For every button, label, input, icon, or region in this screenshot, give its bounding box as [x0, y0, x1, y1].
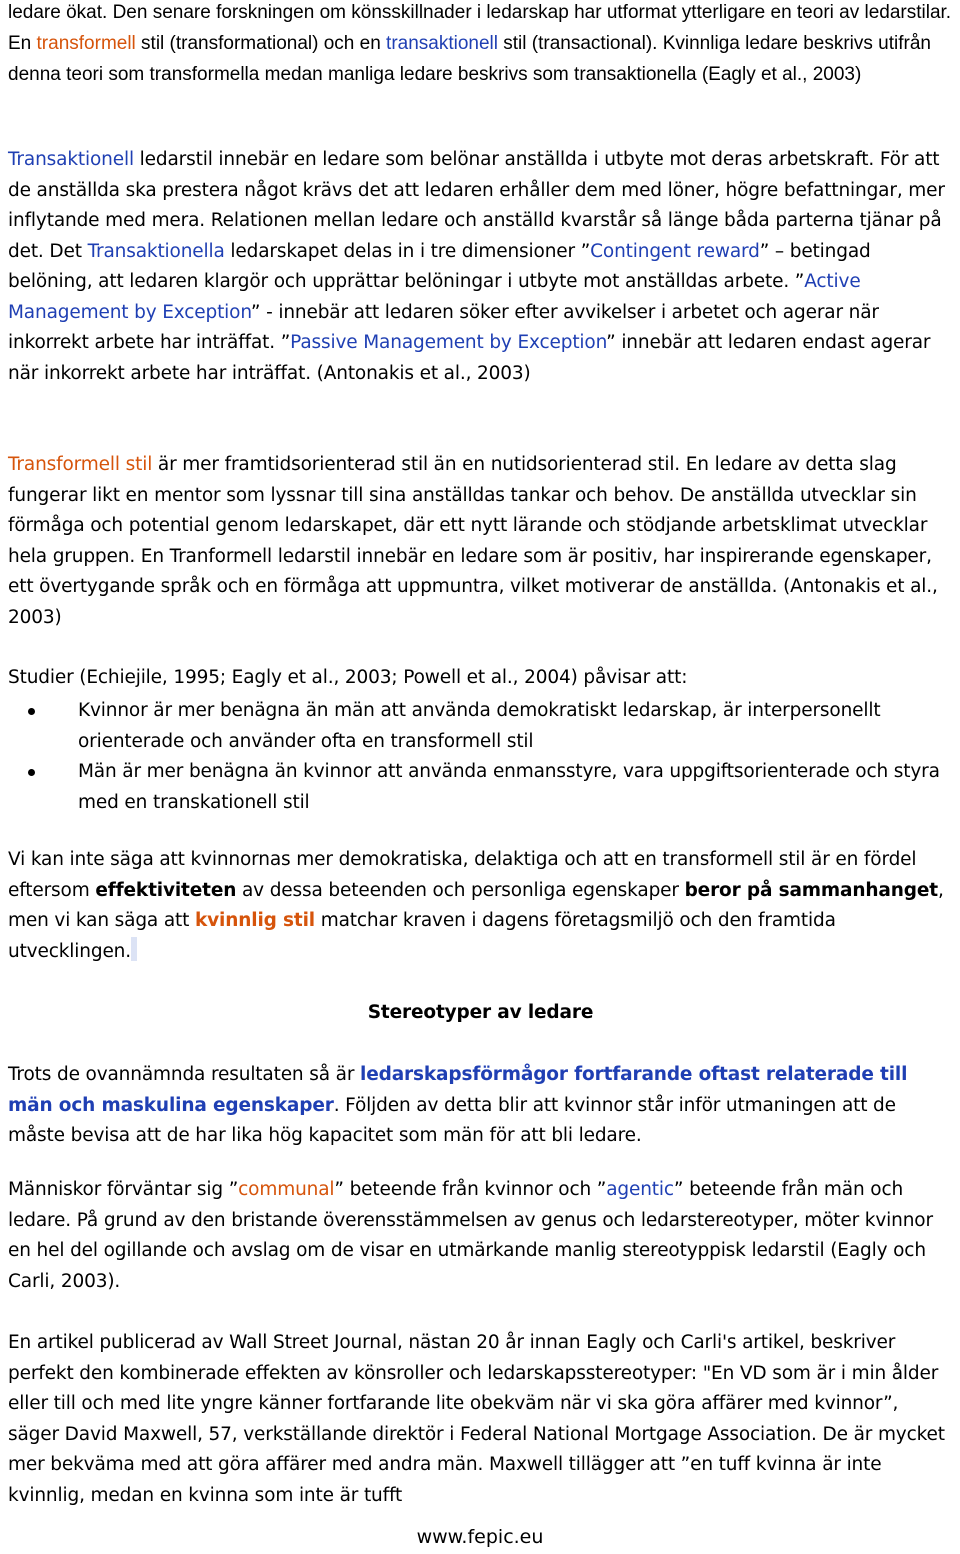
text-run: stil (transformational) och en — [135, 33, 387, 54]
text-run: ledarskapet delas in i tre dimensioner ” — [224, 240, 591, 262]
text-run: Människor förväntar sig ” — [8, 1179, 239, 1200]
paragraph-stereotyper — [8, 1060, 953, 1152]
list-item-text: Kvinnor är mer benägna än män att använda demokratiskt ledarskap, är interpersonellt orienterade och använder ofta en transformell stil — [78, 700, 881, 752]
paragraph-transaktionell — [8, 145, 953, 389]
paragraph-wsj-article: En artikel publicerad av Wall Street Journal, nästan 20 år innan Eagly och Carli's artikel, beskriver perfekt den kombinerade effekten av könsroller och ledarskapsstereotyper: "En VD som är i min ålder eller till och med lite yngre känner fortfarande lite obekväm när vi ska göra affärer med kvinnor”, säger David Maxwell, 57, verkställande direktör i Federal National Mortgage Association. De är mycket mer bekväma med att göra affärer med andra män. Maxwell tillägger att ”en tuff kvinna är inte kvinnlig, medan en kvinna som inte är tufft — [8, 1332, 945, 1506]
section-heading: Stereotyper av ledare — [367, 1002, 594, 1023]
term-passive-management: Passive Management by Exception — [290, 332, 607, 353]
text-run: ledarstil innebär en ledare som belönar anställda i utbyte mot deras arbetskraft. För att de anställda ska prestera något krävs det att ledaren erhåller dem med löner, högre befattningar, mer inflytande med mera. Relationen mellan ledare och anställd kvarstår så länge båda parterna tjänar på det. Det — [8, 149, 945, 262]
bullet-icon — [28, 769, 35, 776]
text-run: , men vi kan säga att — [8, 879, 944, 931]
text-run: . Följden av detta blir att kvinnor står inför utmaningen att de måste bevisa att de har lika hög kapacitet som män för att bli ledare. — [8, 1094, 896, 1146]
text-run: stil (transactional). Kvinnliga ledare beskrivs utifrån denna teori som transformella medan manliga ledare beskrivs som transaktionella (Eagly et al., 2003) — [8, 33, 931, 85]
text-run: ” – betingad belöning, att ledaren klargör och upprättar belöningar i utbyte mot anställdas arbete. ” — [8, 240, 871, 292]
term-kvinnlig-stil: kvinnlig stil — [194, 910, 315, 931]
text-run: av dessa beteenden och personliga egenskaper — [236, 879, 685, 901]
text-run: ” - innebär att ledaren söker efter avvikelser i arbetet och agerar när inkorrekt arbete har inträffat. ” — [8, 301, 879, 353]
paragraph-studier: Studier (Echiejile, 1995; Eagly et al., 2003; Powell et al., 2004) påvisar att: — [8, 667, 688, 688]
bullet-icon — [28, 708, 35, 715]
footer-url[interactable]: www.fepic.eu — [416, 1526, 544, 1548]
paragraph-transformell — [8, 450, 953, 633]
term-beror-pa-sammanhanget: beror på sammanhanget — [684, 879, 938, 901]
term-transformell-stil: Transformell stil — [8, 454, 153, 475]
term-transaktionell-heading: Transaktionell — [8, 149, 134, 170]
text-run: ” beteende från män och ledare. På grund av den bristande överensstämmelsen av genus och ledarstereotyper, möter kvinnor en hel del ogillande och avslag om de visar en utmärkande manlig stereotyppisk ledarstil (Eagly och Carli, 2003). — [8, 1179, 933, 1292]
list-item-text: Män är mer benägna än kvinnor att använda enmansstyre, vara uppgiftsorienterade och styra med en transkationell stil — [78, 761, 940, 813]
list-item — [8, 696, 953, 757]
text-run: ” beteende från kvinnor och ” — [334, 1179, 607, 1200]
term-agentic: agentic — [606, 1179, 674, 1200]
list-item — [8, 757, 953, 818]
paragraph-intro — [8, 0, 953, 90]
term-contingent-reward: Contingent reward — [590, 240, 760, 262]
text-run: Vi kan inte säga att kvinnornas mer demokratiska, delaktiga och att en transformell stil är en fördel eftersom — [8, 849, 917, 901]
paragraph-conclusion — [8, 845, 953, 967]
term-effektiviteten: effektiviteten — [95, 879, 237, 901]
term-active-management: Active Management by Exception — [8, 271, 861, 323]
term-ledarskapsformagor: ledarskapsförmågor fortfarande oftast relaterade till män och maskulina egenskaper — [8, 1064, 908, 1116]
paragraph-communal-agentic — [8, 1175, 953, 1297]
text-run: ” innebär att ledaren endast agerar när inkorrekt arbete har inträffat. (Antonakis et al., 2003) — [8, 332, 931, 384]
term-transaktionell: transaktionell — [386, 33, 498, 54]
findings-list — [8, 696, 953, 818]
term-transaktionella: Transaktionella — [87, 240, 225, 262]
text-run: Trots de ovannämnda resultaten så är — [8, 1064, 361, 1085]
text-cursor — [131, 937, 137, 961]
text-run: är mer framtidsorienterad stil än en nutidsorienterad stil. En ledare av detta slag fungerar likt en mentor som lyssnar till sina anställdas tankar och behov. De anställda utvecklar sin förmåga och potential genom ledarskapet, där ett nytt lärande och stödjande arbetsklimat utvecklar hela gruppen. En Tranformell ledarstil innebär en ledare som är positiv, har inspirerande egenskaper, ett övertygande språk och en förmåga att uppmuntra, vilket motiverar de anställda. (Antonakis et al., 2003) — [8, 454, 938, 628]
text-run: ledare ökat. Den senare forskningen om könsskillnader i ledarskap har utformat ytterligare en teori av ledarstilar. En — [8, 2, 952, 54]
term-communal: communal — [238, 1179, 335, 1200]
term-transformell: transformell — [36, 33, 136, 54]
text-run: matchar kraven i dagens företagsmiljö och den framtida utvecklingen. — [8, 910, 836, 962]
